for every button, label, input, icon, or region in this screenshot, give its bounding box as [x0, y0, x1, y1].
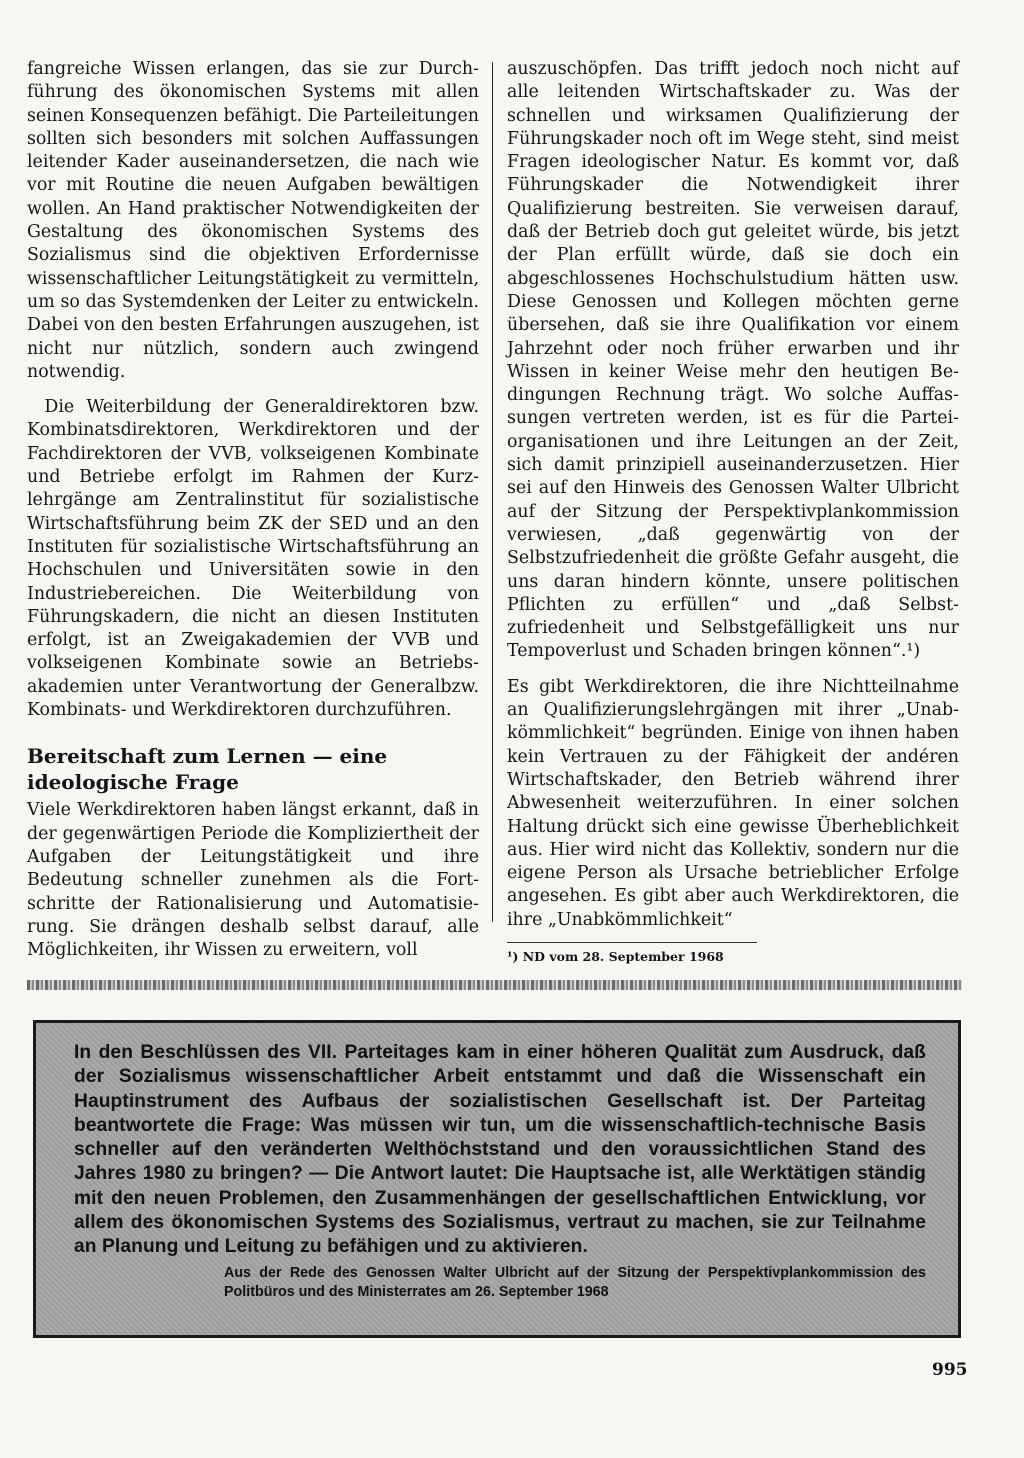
separator-band — [27, 980, 962, 990]
column-divider — [492, 62, 493, 922]
left-paragraph-2: Die Weiterbildung der Generaldirektoren bzw. Kombinatsdirektoren, Werkdirektoren und der Fachdirektoren der VVB, volkseigenen Kombinate und Betriebe erfolgt im Rahmen der Kurzlehrgänge am Zentralinstitut für sozialistische Wirtschaftsführung beim ZK der SED und an den Instituten für sozialistische Wirtschaftsführung an Hochschulen und Universitäten sowie in den Industriebereichen. Die Weiterbildung von Führungskadern, die nicht an diesen Instituten erfolgt, ist an Zweigakademien der VVB und volkseigenen Kombinate sowie an Betriebsakademien unter Verantwortung der Generalbzw. Kombinats- und Werkdirektoren durchzuführen. — [27, 397, 479, 721]
page-number: 995 — [932, 1360, 968, 1380]
left-paragraph-3: Viele Werkdirektoren haben längst erkannt, daß in der gegenwärtigen Periode die Kompliziertheit der Aufgaben der Leitungstätigkeit und ihre Bedeutung schneller zunehmen als die Fortschritte der Rationalisierung und Automatisierung. Sie drängen deshalb selbst darauf, alle Möglichkeiten, ihr Wissen zu erweitern, voll — [27, 800, 479, 961]
footnote-rule — [507, 942, 757, 943]
quote-box — [33, 1020, 961, 1338]
right-paragraph-2: Es gibt Werkdirektoren, die ihre Nichtteilnahme an Qualifizierungslehrgängen mit ihrer „Unabkömmlichkeit“ begründen. Einige von ihnen haben kein Vertrauen zu der Fähigkeit der andéren Wirtschaftskader, den Betrieb während ihrer Abwesenheit weiterzuführen. In einer solchen Haltung drückt sich eine gewisse Überheblichkeit aus. Hier wird nicht das Kollektiv, sondern nur die eigene Person als Ursache betrieblicher Erfolge angesehen. Es gibt aber auch Werkdirektoren, die ihre „Unabkömmlichkeit“ — [507, 676, 959, 930]
left-column — [27, 58, 479, 962]
left-paragraph-1: fangreiche Wissen erlangen, das sie zur Durchführung des ökonomischen Systems mit allen seinen Konsequenzen befähigt. Die Parteileitungen sollten sich besonders mit solchen Auffassungen leitender Kader auseinandersetzen, die nach wie vor mit Routine die neuen Aufgaben bewältigen wollen. An Hand praktischer Notwendigkeiten der Gestaltung des ökonomischen Systems des Sozialismus sind die objektiven Erfordernisse wissenschaftlicher Leitungstätigkeit zu vermitteln, um so das Systemdenken der Leiter zu entwickeln. Dabei von den besten Erfahrungen auszugehen, ist nicht nur nützlich, sondern auch zwingend notwendig. — [27, 59, 479, 382]
quote-source: Aus der Rede des Genossen Walter Ulbricht auf der Sitzung der Perspektivplankommission des Politbüros und des Ministerrates am 26. September 1968 — [224, 1264, 926, 1300]
quote-text: In den Beschlüssen des VII. Parteitages kam in einer höheren Qualität zum Ausdruck, daß der Sozialismus wissenschaftlicher Arbeit entstammt und daß die Wissenschaft ein Hauptinstrument des Aufbaus der sozialistischen Gesellschaft ist. Der Parteitag beantwortete die Frage: Was müssen wir tun, um die wissenschaftlich-technische Basis schneller auf den veränderten Welthöchststand und den voraussichtlichen Stand des Jahres 1980 zu bringen? — Die Antwort lautet: Die Hauptsache ist, alle Werktätigen ständig mit den neuen Problemen, den Zusammenhängen der gesellschaftlichen Entwicklung, vor allem des ökonomischen Systems des Sozialismus, vertraut zu machen, sie zur Teilnahme an Planung und Leitung zu befähigen und zu aktivieren. — [74, 1042, 926, 1258]
right-column — [507, 58, 959, 965]
footnote: ¹) ND vom 28. September 1968 — [507, 948, 724, 964]
right-paragraph-1: auszuschöpfen. Das trifft jedoch noch nicht auf alle leitenden Wirtschaftskader zu. Was der schnellen und wirksamen Qualifizierung der Führungskader noch oft im Wege steht, sind meist Fragen ideologischer Natur. Es kommt vor, daß Führungskader die Notwendigkeit ihrer Qualifizierung bestreiten. Sie verweisen darauf, daß der Betrieb doch gut geleitet würde, bis jetzt der Plan erfüllt würde, daß sie doch ein abgeschlossenes Hochschulstudium hätten usw. Diese Genossen und Kollegen möchten gerne übersehen, daß sie ihre Qualifikation vor einem Jahrzehnt oder noch früher erwarben und ihr Wissen in keiner Weise mehr den heutigen Bedingungen Rechnung trägt. Wo solche Auffassungen vertreten werden, ist es für die Parteiorganisationen und ihre Leitungen an der Zeit, sich damit prinzipiell auseinanderzusetzen. Hier sei auf den Hinweis des Genossen Walter Ulbricht auf der Sitzung der Perspektivplankommission verwiesen, „daß gegenwärtig von der Selbstzufriedenheit die größte Gefahr ausgeht, die uns daran hindern könnte, unsere politischen Pflichten zu erfüllen“ und „daß Selbstzufriedenheit und Selbstgefälligkeit uns nur Tempoverlust und Schaden bringen können“.¹) — [507, 59, 959, 662]
section-heading: Bereitschaft zum Lernen — eine ideologische Frage — [27, 744, 388, 795]
